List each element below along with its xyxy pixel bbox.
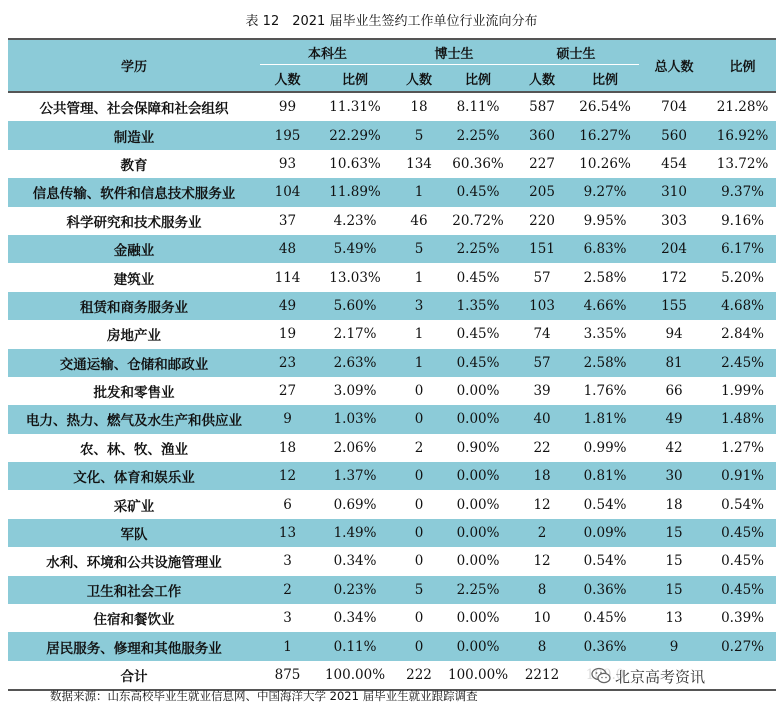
table-row [8,377,776,405]
header-sub-ratio: 比例 [443,65,513,93]
header-sub-count: 人数 [395,65,443,93]
phd-count-cell: 0 [414,383,424,400]
master-ratio-cell: 0.36% [571,576,639,604]
phd-ratio-cell: 0.00% [456,496,500,513]
ug-ratio-cell: 100.00% [315,661,395,690]
industry-cell: 水利、环境和公共设施管理业 [46,555,222,572]
master-count-cell: 12 [533,553,551,570]
total-ratio-cell: 0.54% [721,496,764,513]
ug-ratio-cell: 5.49% [315,235,395,263]
industry-distribution-table [8,38,776,691]
ug-ratio-cell: 0.34% [333,610,377,627]
total-count-cell: 49 [639,405,709,433]
phd-ratio-cell: 60.36% [452,155,504,172]
industry-cell: 合计 [8,661,260,690]
ug-ratio-cell: 5.60% [315,292,395,320]
ug-count-cell: 27 [278,383,297,400]
phd-ratio-cell: 0.45% [456,326,500,343]
phd-ratio-cell: 2.25% [443,121,513,149]
table-row [8,632,776,660]
phd-count-cell: 0 [395,632,443,660]
total-count-cell: 15 [639,519,709,547]
total-ratio-cell: 6.17% [709,235,776,263]
industry-cell: 电力、热力、燃气及水生产和供应业 [8,405,260,433]
table-row [8,320,776,348]
industry-cell: 住宿和餐饮业 [93,612,175,629]
industry-cell: 军队 [8,519,260,547]
master-count-cell: 57 [513,349,571,377]
phd-count-cell: 5 [395,235,443,263]
ug-count-cell: 3 [283,610,292,627]
ug-ratio-cell: 1.03% [315,405,395,433]
phd-ratio-cell: 2.25% [443,235,513,263]
industry-cell: 卫生和社会工作 [8,576,260,604]
phd-ratio-cell: 0.45% [456,269,500,286]
ug-ratio-cell: 2.17% [333,326,377,343]
ug-count-cell: 99 [278,99,297,116]
phd-ratio-cell: 0.00% [443,405,513,433]
table-row [8,576,776,604]
industry-cell: 公共管理、社会保障和社会组织 [39,101,229,118]
total-count-cell: 454 [661,155,687,172]
phd-ratio-cell: 0.00% [443,519,513,547]
table-row [8,434,776,462]
industry-cell: 教育 [120,157,148,174]
industry-cell: 房地产业 [107,328,161,345]
master-count-cell: 40 [513,405,571,433]
total-ratio-cell: 21.28% [716,99,769,116]
master-count-cell: 8 [513,576,571,604]
ug-count-cell: 93 [278,155,297,172]
master-count-cell: 587 [529,99,555,116]
ug-ratio-cell: 11.31% [329,99,381,116]
total-ratio-cell: 0.45% [709,519,776,547]
total-count-cell: 704 [661,99,687,116]
total-ratio-cell: 1.48% [709,405,776,433]
ug-ratio-cell: 2.63% [315,349,395,377]
header-education: 学历 [8,39,260,92]
master-count-cell: 2212 [513,661,571,690]
table-row [8,92,776,121]
total-count-cell: 155 [639,292,709,320]
total-ratio-cell: 5.20% [721,269,764,286]
master-count-cell: 227 [529,155,555,172]
industry-cell: 文化、体育和娱乐业 [8,462,260,490]
ug-count-cell: 48 [260,235,315,263]
master-ratio-cell: 2.58% [571,349,639,377]
total-ratio-cell: 4.68% [709,292,776,320]
industry-cell: 制造业 [8,121,260,149]
industry-cell: 租赁和商务服务业 [8,292,260,320]
master-count-cell: 39 [533,383,551,400]
phd-ratio-cell: 2.25% [443,576,513,604]
ug-ratio-cell: 0.23% [315,576,395,604]
total-ratio-cell: 2.84% [721,326,764,343]
table-row [8,349,776,377]
industry-cell: 建筑业 [113,271,155,288]
ug-count-cell: 114 [274,269,301,286]
phd-count-cell: 18 [410,99,428,116]
total-ratio-cell: 9.37% [709,178,776,206]
table-body [8,92,776,690]
phd-count-cell: 222 [395,661,443,690]
table-row [8,263,776,291]
total-ratio-cell: 0.45% [709,576,776,604]
master-ratio-cell: 26.54% [579,99,631,116]
watermark [585,663,711,689]
master-count-cell: 205 [513,178,571,206]
phd-ratio-cell: 0.45% [443,349,513,377]
total-ratio-cell: 0.45% [721,553,764,570]
phd-ratio-cell: 0.45% [443,178,513,206]
master-ratio-cell: 0.54% [583,553,627,570]
total-ratio-cell [709,661,776,690]
master-ratio-cell: 4.66% [571,292,639,320]
table-row [8,178,776,206]
phd-ratio-cell: 8.11% [456,99,500,116]
industry-cell: 居民服务、修理和其他服务业 [8,632,260,660]
table-caption: 表 12 2021 届毕业生签约工作单位行业流向分布 [245,14,538,29]
total-count-cell: 94 [665,326,683,343]
ug-ratio-cell: 0.34% [333,553,377,570]
total-ratio-cell: 0.39% [721,610,764,627]
master-count-cell: 74 [533,326,551,343]
ug-ratio-cell: 13.03% [329,269,381,286]
table-row [8,462,776,490]
ug-count-cell: 13 [260,519,315,547]
phd-count-cell: 1 [395,178,443,206]
phd-count-cell: 3 [395,292,443,320]
master-ratio-cell: 0.36% [571,632,639,660]
ug-ratio-cell: 3.09% [333,383,377,400]
phd-ratio-cell: 1.35% [443,292,513,320]
industry-cell: 交通运输、仓储和邮政业 [8,349,260,377]
header-undergraduate: 本科生 [260,39,395,65]
total-count-cell: 172 [661,269,687,286]
ug-count-cell: 9 [260,405,315,433]
total-count-cell: 81 [639,349,709,377]
data-source-note: 数据来源：山东高校毕业生就业信息网、中国海洋大学 2021 届毕业生就业跟踪调查 [50,689,478,703]
table-row [8,235,776,263]
master-ratio-cell: 0.09% [571,519,639,547]
total-count-cell: 204 [639,235,709,263]
master-ratio-cell: 0.54% [583,496,627,513]
phd-count-cell: 5 [395,121,443,149]
master-count-cell: 151 [513,235,571,263]
industry-cell: 采矿业 [113,498,155,515]
total-count-cell: 42 [665,439,683,456]
phd-ratio-cell: 0.00% [443,632,513,660]
header-total-count: 总人数 [639,39,709,92]
table-row [8,604,776,632]
total-count-cell: 66 [665,383,683,400]
ug-count-cell: 3 [283,553,292,570]
master-count-cell: 12 [533,496,551,513]
table-row [8,292,776,320]
master-ratio-cell: 10.26% [579,155,631,172]
phd-ratio-cell: 100.00% [443,661,513,690]
ug-count-cell: 2 [260,576,315,604]
table-row [8,490,776,518]
phd-count-cell: 1 [414,269,424,286]
header-sub-count: 人数 [513,65,571,93]
watermark-text: 北京高考资讯 [615,667,706,686]
ug-count-cell: 19 [278,326,297,343]
phd-count-cell: 0 [414,553,424,570]
phd-count-cell: 5 [395,576,443,604]
master-ratio-cell: 9.27% [571,178,639,206]
ug-count-cell: 195 [260,121,315,149]
ug-ratio-cell: 11.89% [315,178,395,206]
industry-cell: 批发和零售业 [93,385,175,402]
wechat-icon [591,667,611,685]
master-count-cell: 10 [533,610,551,627]
ug-ratio-cell: 1.37% [315,462,395,490]
total-ratio-cell: 9.16% [721,212,764,229]
ug-ratio-cell: 1.49% [315,519,395,547]
industry-cell: 农、林、牧、渔业 [80,441,188,458]
header-sub-ratio: 比例 [315,65,395,93]
master-ratio-cell: 3.35% [583,326,627,343]
industry-cell: 科学研究和技术服务业 [66,214,202,231]
table-row [8,207,776,235]
ug-ratio-cell: 10.63% [329,155,381,172]
ug-count-cell: 18 [278,439,297,456]
master-count-cell: 22 [533,439,551,456]
total-count-cell: 13 [665,610,683,627]
ug-count-cell: 23 [260,349,315,377]
total-ratio-cell: 1.99% [721,383,764,400]
ug-count-cell: 104 [260,178,315,206]
master-count-cell: 220 [529,212,555,229]
total-count-cell: 303 [661,212,687,229]
phd-count-cell: 0 [414,496,424,513]
master-count-cell: 360 [513,121,571,149]
master-ratio-cell: 9.95% [583,212,627,229]
industry-cell: 信息传输、软件和信息技术服务业 [8,178,260,206]
phd-ratio-cell: 0.00% [443,462,513,490]
phd-ratio-cell: 0.90% [456,439,500,456]
phd-ratio-cell: 20.72% [452,212,504,229]
master-count-cell: 18 [513,462,571,490]
phd-count-cell: 46 [410,212,428,229]
total-count-cell: 18 [665,496,683,513]
master-count-cell: 57 [533,269,551,286]
phd-count-cell: 0 [395,519,443,547]
ug-ratio-cell: 2.06% [333,439,377,456]
master-ratio-cell: 0.45% [583,610,627,627]
total-ratio-cell: 0.91% [709,462,776,490]
master-ratio-cell: 6.83% [571,235,639,263]
total-ratio-cell: 16.92% [709,121,776,149]
phd-ratio-cell: 0.00% [456,610,500,627]
ug-count-cell: 875 [260,661,315,690]
phd-count-cell: 0 [414,610,424,627]
total-ratio-cell: 13.72% [716,155,769,172]
header-doctoral: 博士生 [395,39,513,65]
phd-count-cell: 134 [406,155,432,172]
master-ratio-cell: 0.99% [583,439,627,456]
master-count-cell: 2 [513,519,571,547]
total-count-cell: 9 [639,632,709,660]
master-ratio-cell: 1.81% [571,405,639,433]
table-row [8,405,776,433]
industry-cell: 金融业 [8,235,260,263]
table-row [8,547,776,575]
ug-count-cell: 37 [278,212,297,229]
total-ratio-cell: 2.45% [709,349,776,377]
total-ratio-cell: 1.27% [721,439,764,456]
phd-count-cell: 2 [414,439,424,456]
ug-ratio-cell: 0.69% [333,496,377,513]
phd-ratio-cell: 0.00% [456,553,500,570]
ug-ratio-cell: 0.11% [315,632,395,660]
ug-ratio-cell: 4.23% [333,212,377,229]
phd-count-cell: 0 [395,405,443,433]
master-ratio-cell: 1.76% [583,383,627,400]
master-count-cell: 103 [513,292,571,320]
master-ratio-cell: 2.58% [583,269,627,286]
total-count-cell: 15 [639,576,709,604]
phd-count-cell: 0 [395,462,443,490]
phd-count-cell: 1 [395,349,443,377]
total-count-cell: 15 [665,553,683,570]
ug-count-cell: 6 [283,496,292,513]
header-total-ratio: 比例 [709,39,776,92]
master-ratio-cell: 0.81% [571,462,639,490]
total-count-cell: 560 [639,121,709,149]
total-ratio-cell: 0.27% [709,632,776,660]
header-sub-count: 人数 [260,65,315,93]
header-master: 硕士生 [513,39,639,65]
total-count-cell: 310 [639,178,709,206]
table-row [8,519,776,547]
ug-ratio-cell: 22.29% [315,121,395,149]
ug-count-cell: 1 [260,632,315,660]
ug-count-cell: 12 [260,462,315,490]
table-row [8,121,776,149]
phd-ratio-cell: 0.00% [456,383,500,400]
master-ratio-cell: 16.27% [571,121,639,149]
phd-count-cell: 1 [414,326,424,343]
table-row [8,150,776,178]
header-sub-ratio: 比例 [571,65,639,93]
total-count-cell: 30 [639,462,709,490]
master-count-cell: 8 [513,632,571,660]
ug-count-cell: 49 [260,292,315,320]
